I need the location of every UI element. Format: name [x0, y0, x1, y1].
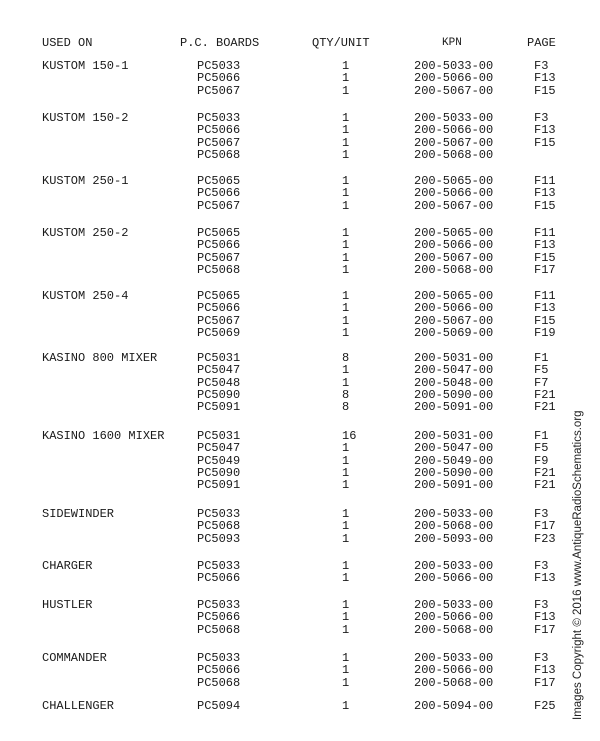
pc-board-cell: PC5069 [197, 325, 241, 340]
qty-cell: 1 [342, 375, 350, 390]
header-pc-boards: P.C. BOARDS [180, 36, 260, 50]
qty-cell: 1 [342, 226, 350, 240]
qty-cell: 1 [342, 363, 350, 378]
table-row [0, 290, 600, 302]
pc-board-cell: PC5065 [197, 289, 241, 303]
page-cell: F13 [534, 71, 556, 86]
kpn-cell: 200-5066-00 [414, 663, 494, 678]
pc-board-cell: PC5066 [197, 71, 241, 86]
header-qty-unit: QTY/UNIT [312, 36, 370, 50]
kpn-cell: 200-5068-00 [414, 262, 494, 277]
table-row [0, 611, 600, 623]
qty-cell: 1 [342, 559, 350, 573]
pc-board-cell: PC5031 [197, 429, 241, 443]
pc-board-cell: PC5091 [197, 400, 241, 415]
page-cell: F15 [534, 250, 556, 265]
pc-board-cell: PC5033 [197, 59, 241, 73]
page-cell: F3 [534, 507, 549, 521]
table-row [0, 60, 600, 72]
qty-cell: 1 [342, 289, 350, 303]
page-cell: F3 [534, 651, 549, 665]
qty-cell: 1 [342, 478, 350, 493]
table-row [0, 479, 600, 491]
table-row [0, 455, 600, 467]
kpn-cell: 200-5069-00 [414, 325, 494, 340]
kpn-cell: 200-5066-00 [414, 571, 494, 586]
table-row [0, 467, 600, 479]
page-cell: F13 [534, 238, 556, 253]
table-row [0, 227, 600, 239]
kpn-cell: 200-5047-00 [414, 441, 494, 456]
kpn-cell: 200-5033-00 [414, 651, 494, 665]
pc-board-cell: PC5067 [197, 313, 241, 328]
table-row [0, 599, 600, 611]
page-cell: F3 [534, 559, 549, 573]
page-cell: F13 [534, 610, 556, 625]
page-cell: F15 [534, 313, 556, 328]
pc-board-cell: PC5065 [197, 226, 241, 240]
table-row [0, 187, 600, 199]
used-on-label: CHARGER [42, 559, 93, 573]
qty-cell: 1 [342, 71, 350, 86]
pc-board-cell: PC5090 [197, 465, 241, 480]
kpn-cell: 200-5094-00 [414, 699, 494, 713]
page-cell: F23 [534, 531, 556, 546]
pc-board-cell: PC5033 [197, 651, 241, 665]
qty-cell: 1 [342, 598, 350, 612]
qty-cell: 1 [342, 111, 350, 125]
pc-board-cell: PC5065 [197, 174, 241, 188]
qty-cell: 1 [342, 531, 350, 546]
kpn-cell: 200-5068-00 [414, 622, 494, 637]
page-cell: F13 [534, 571, 556, 586]
table-row [0, 560, 600, 572]
page-cell: F11 [534, 226, 556, 240]
pc-board-cell: PC5090 [197, 387, 241, 402]
page-cell: F17 [534, 622, 556, 637]
table-row [0, 572, 600, 584]
qty-cell: 1 [342, 519, 350, 534]
page-cell: F13 [534, 301, 556, 316]
qty-cell: 1 [342, 83, 350, 98]
kpn-cell: 200-5033-00 [414, 507, 494, 521]
qty-cell: 1 [342, 147, 350, 162]
pc-board-cell: PC5066 [197, 610, 241, 625]
qty-cell: 1 [342, 186, 350, 201]
used-on-label: KASINO 1600 MIXER [42, 429, 165, 443]
kpn-cell: 200-5067-00 [414, 313, 494, 328]
table-row [0, 327, 600, 339]
kpn-cell: 200-5033-00 [414, 598, 494, 612]
table-row [0, 430, 600, 442]
table-row [0, 72, 600, 84]
table-row [0, 377, 600, 389]
page-cell: F3 [534, 598, 549, 612]
table-row [0, 137, 600, 149]
table-row [0, 85, 600, 97]
kpn-cell: 200-5067-00 [414, 250, 494, 265]
pc-board-cell: PC5068 [197, 622, 241, 637]
used-on-label: KUSTOM 150-1 [42, 59, 129, 73]
table-row [0, 364, 600, 376]
qty-cell: 1 [342, 441, 350, 456]
pc-board-cell: PC5033 [197, 598, 241, 612]
kpn-cell: 200-5068-00 [414, 519, 494, 534]
pc-board-cell: PC5033 [197, 559, 241, 573]
page-cell: F1 [534, 351, 549, 365]
table-row [0, 149, 600, 161]
page-cell: F3 [534, 59, 549, 73]
qty-cell: 8 [342, 387, 350, 402]
page-cell: F5 [534, 441, 549, 456]
kpn-cell: 200-5065-00 [414, 289, 494, 303]
pc-board-cell: PC5047 [197, 441, 241, 456]
qty-cell: 8 [342, 351, 350, 365]
qty-cell: 1 [342, 622, 350, 637]
qty-cell: 1 [342, 313, 350, 328]
used-on-label: HUSTLER [42, 598, 93, 612]
qty-cell: 8 [342, 400, 350, 415]
used-on-label: SIDEWINDER [42, 507, 115, 521]
kpn-cell: 200-5066-00 [414, 71, 494, 86]
table-row [0, 508, 600, 520]
table-row [0, 389, 600, 401]
pc-board-cell: PC5094 [197, 699, 241, 713]
copyright-watermark: Images Copyright © 2016 www.AntiqueRadioSchematics.org [572, 410, 584, 720]
page-cell: F13 [534, 186, 556, 201]
pc-board-cell: PC5068 [197, 262, 241, 277]
kpn-cell: 200-5033-00 [414, 59, 494, 73]
table-row [0, 252, 600, 264]
used-on-label: KUSTOM 250-4 [42, 289, 129, 303]
table-header [0, 36, 600, 50]
table-row [0, 442, 600, 454]
pc-board-cell: PC5067 [197, 135, 241, 150]
kpn-cell: 200-5091-00 [414, 400, 494, 415]
table-row [0, 352, 600, 364]
page-cell: F9 [534, 453, 549, 468]
qty-cell: 1 [342, 610, 350, 625]
qty-cell: 1 [342, 651, 350, 665]
kpn-cell: 200-5031-00 [414, 429, 494, 443]
qty-cell: 1 [342, 325, 350, 340]
table-row [0, 664, 600, 676]
page-cell: F5 [534, 363, 549, 378]
page-cell: F7 [534, 375, 549, 390]
pc-board-cell: PC5067 [197, 250, 241, 265]
pc-board-cell: PC5066 [197, 571, 241, 586]
used-on-label: CHALLENGER [42, 699, 115, 713]
kpn-cell: 200-5049-00 [414, 453, 494, 468]
kpn-cell: 200-5067-00 [414, 135, 494, 150]
page-cell: F21 [534, 478, 556, 493]
pc-board-cell: PC5068 [197, 675, 241, 690]
page-cell: F3 [534, 111, 549, 125]
table-row [0, 124, 600, 136]
qty-cell: 16 [342, 429, 357, 443]
pc-board-cell: PC5093 [197, 531, 241, 546]
kpn-cell: 200-5090-00 [414, 465, 494, 480]
page-cell: F15 [534, 198, 556, 213]
qty-cell: 1 [342, 59, 350, 73]
qty-cell: 1 [342, 675, 350, 690]
pc-board-cell: PC5033 [197, 507, 241, 521]
qty-cell: 1 [342, 238, 350, 253]
kpn-cell: 200-5048-00 [414, 375, 494, 390]
header-page: PAGE [527, 36, 556, 50]
used-on-label: KUSTOM 250-2 [42, 226, 129, 240]
pc-board-cell: PC5068 [197, 519, 241, 534]
kpn-cell: 200-5031-00 [414, 351, 494, 365]
page-cell: F21 [534, 400, 556, 415]
qty-cell: 1 [342, 699, 350, 713]
page-cell: F17 [534, 262, 556, 277]
qty-cell: 1 [342, 135, 350, 150]
qty-cell: 1 [342, 507, 350, 521]
kpn-cell: 200-5067-00 [414, 83, 494, 98]
kpn-cell: 200-5068-00 [414, 147, 494, 162]
pc-board-cell: PC5067 [197, 83, 241, 98]
qty-cell: 1 [342, 262, 350, 277]
page-cell: F15 [534, 135, 556, 150]
used-on-label: KUSTOM 150-2 [42, 111, 129, 125]
page-cell: F25 [534, 699, 556, 713]
table-row [0, 652, 600, 664]
qty-cell: 1 [342, 663, 350, 678]
table-row [0, 315, 600, 327]
pc-board-cell: PC5066 [197, 123, 241, 138]
kpn-cell: 200-5067-00 [414, 198, 494, 213]
pc-board-cell: PC5031 [197, 351, 241, 365]
header-used-on: USED ON [42, 36, 93, 50]
page-cell: F21 [534, 387, 556, 402]
table-row [0, 401, 600, 413]
table-row [0, 520, 600, 532]
table-row [0, 302, 600, 314]
qty-cell: 1 [342, 174, 350, 188]
table-row [0, 112, 600, 124]
table-row [0, 624, 600, 636]
qty-cell: 1 [342, 250, 350, 265]
kpn-cell: 200-5066-00 [414, 238, 494, 253]
page-cell: F17 [534, 675, 556, 690]
page-cell: F21 [534, 465, 556, 480]
page-cell: F1 [534, 429, 549, 443]
used-on-label: KUSTOM 250-1 [42, 174, 129, 188]
page-cell: F13 [534, 663, 556, 678]
kpn-cell: 200-5066-00 [414, 610, 494, 625]
page-cell: F11 [534, 289, 556, 303]
kpn-cell: 200-5065-00 [414, 174, 494, 188]
page-cell: F13 [534, 123, 556, 138]
table-row [0, 533, 600, 545]
pc-board-cell: PC5066 [197, 663, 241, 678]
qty-cell: 1 [342, 571, 350, 586]
table-row [0, 175, 600, 187]
qty-cell: 1 [342, 465, 350, 480]
kpn-cell: 200-5066-00 [414, 123, 494, 138]
table-row [0, 239, 600, 251]
header-kpn: KPN [442, 37, 462, 49]
pc-board-cell: PC5033 [197, 111, 241, 125]
kpn-cell: 200-5093-00 [414, 531, 494, 546]
pc-board-cell: PC5066 [197, 301, 241, 316]
pc-board-cell: PC5066 [197, 186, 241, 201]
kpn-cell: 200-5066-00 [414, 186, 494, 201]
page-cell: F15 [534, 83, 556, 98]
qty-cell: 1 [342, 123, 350, 138]
kpn-cell: 200-5090-00 [414, 387, 494, 402]
table-row [0, 264, 600, 276]
kpn-cell: 200-5033-00 [414, 559, 494, 573]
pc-board-cell: PC5066 [197, 238, 241, 253]
used-on-label: COMMANDER [42, 651, 107, 665]
kpn-cell: 200-5033-00 [414, 111, 494, 125]
pc-board-cell: PC5091 [197, 478, 241, 493]
pc-board-cell: PC5048 [197, 375, 241, 390]
pc-board-cell: PC5068 [197, 147, 241, 162]
table-row [0, 700, 600, 712]
qty-cell: 1 [342, 301, 350, 316]
kpn-cell: 200-5047-00 [414, 363, 494, 378]
kpn-cell: 200-5091-00 [414, 478, 494, 493]
page-cell: F19 [534, 325, 556, 340]
pc-board-cell: PC5067 [197, 198, 241, 213]
kpn-cell: 200-5066-00 [414, 301, 494, 316]
kpn-cell: 200-5065-00 [414, 226, 494, 240]
kpn-cell: 200-5068-00 [414, 675, 494, 690]
used-on-label: KASINO 800 MIXER [42, 351, 158, 365]
table-row [0, 200, 600, 212]
page-cell: F17 [534, 519, 556, 534]
table-row [0, 677, 600, 689]
qty-cell: 1 [342, 453, 350, 468]
page-cell: F11 [534, 174, 556, 188]
pc-board-cell: PC5049 [197, 453, 241, 468]
pc-board-cell: PC5047 [197, 363, 241, 378]
qty-cell: 1 [342, 198, 350, 213]
